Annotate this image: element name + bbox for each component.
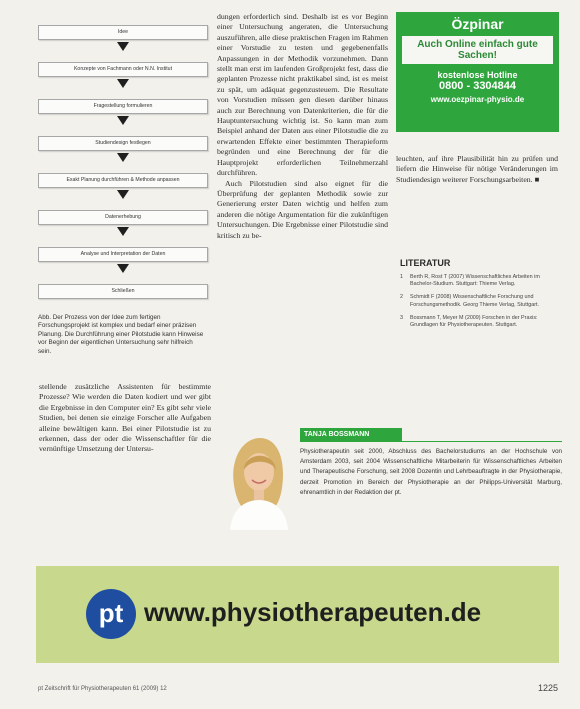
- flow-step-7: Analyse und Interpretation der Daten: [38, 247, 208, 262]
- paragraph-text: leuchten, auf ihre Plausibilität hin zu prüfen und liefern die Hinweise für nötige Veränderungen im Studiendesign weiterer Forschungsarbeiten.: [396, 154, 558, 184]
- ad-url[interactable]: www.oezpinar-physio.de: [430, 95, 525, 104]
- author-name-tag: TANJA BOSSMANN: [300, 428, 402, 441]
- literature-text: Berth R, Rost T (2007) Wissenschaftliches Arbeiten im Bachelor-Studium. Stuttgart: Thieme Verlag.: [410, 274, 540, 288]
- literature-item: [400, 315, 560, 329]
- paragraph: dungen erforderlich sind. Deshalb ist es vor Beginn einer Untersuchung angeraten, die Untersuchung auszuführen, alle diese praktischen Fragen im Rahmen einer Vorstudie zu testen und gegebenenfalls Anpassungen in der Methodik vorzunehmen. Dann stellt man erst im laufenden Großprojekt fest, dass die geplanten Prozesse nicht praktikabel sind, ist es meist zu spät, um adäquat gegenzusteuern. Die Resultate von Vorstudien müssen gen diesen darüber hinaus auch zur Berechnung von Datenkriterien, die für die Hauptuntersuchung wichtig ist. So kann man zum Beispiel anhand der Daten aus einer Pilotstudie die zu erwartenden Effekte einer bestimmten Therapieform begründen und eine Berechnung der für die Hauptprojekt erforderlichen Teilnehmerzahl durchführen.: [217, 12, 388, 178]
- paragraph: stellende zusätzliche Assistenten für bestimmte Prozesse? Wie werden die Daten kodiert und wer gibt die Ergebnisse in den Computer ein? Es gibt sehr viele Studien, bei denen sie einzige Forscher alle Aufgaben alleine bewältigen kann. Bei einer Pilotstudie ist zu erkennen, dass der oder die Wissenschaftler für die vernünftige Umsetzung der Untersu-: [39, 382, 211, 454]
- author-divider: [300, 441, 562, 442]
- banner-url[interactable]: www.physiotherapeuten.de: [144, 597, 482, 627]
- end-mark-icon: ■: [534, 174, 540, 184]
- paragraph: Auch Pilotstudien sind also eignet für die Überprüfung der geplanten Methodik sowie zur Generierung erster Daten wichtig und helfen zum anderen die nötige Argumentation für die zukünftigen Untersuchungen. Die Ergebnisse einer Pilotstudie sind kritisch zu be-: [217, 178, 388, 240]
- page-number: 1225: [538, 683, 559, 693]
- flow-arrow: [117, 116, 129, 125]
- ad-hotline-number: 0800 - 3304844: [438, 80, 517, 92]
- literature-number: 2: [400, 294, 403, 301]
- page-footer: pt Zeitschrift für Physiotherapeuten 61 (2009) 12: [38, 686, 167, 692]
- flow-arrow: [117, 79, 129, 88]
- literature-item: [400, 274, 560, 288]
- literature-number: 1: [400, 274, 403, 280]
- literature-text: Schmidt F (2008) Wissenschaftliche Forschung und Forschungsmethodik. Georg Thieme Verlag, Stuttgart.: [410, 294, 540, 308]
- article-column-right: [396, 154, 558, 185]
- literature-title: LITERATUR: [400, 258, 451, 268]
- literature-number: 3: [400, 314, 403, 321]
- oezpinar-advertisement[interactable]: [396, 12, 559, 132]
- literature-item: [400, 294, 560, 308]
- literature-text: Bossmann T, Meyer M (2009) Forschen in der Praxis: Grundlagen für Physiotherapeuten. Stuttgart.: [410, 314, 538, 329]
- author-photo: [224, 430, 292, 530]
- article-column-middle: [217, 12, 388, 241]
- flow-step-6: Datenerhebung: [38, 210, 208, 225]
- flow-arrow: [117, 153, 129, 162]
- process-flowchart: [38, 25, 206, 311]
- flow-step-3: Fragestellung formulieren: [38, 99, 208, 114]
- literature-list: [400, 274, 560, 335]
- flow-arrow: [117, 42, 129, 51]
- flow-arrow: [117, 190, 129, 199]
- flow-step-1: Idee: [38, 25, 208, 40]
- ad-tagline: Auch Online einfach gute Sachen!: [402, 36, 553, 64]
- flow-step-8: Schließen: [38, 284, 208, 299]
- ad-brand: Özpinar: [451, 16, 504, 32]
- author-bio: Physiotherapeutin seit 2000, Abschluss des Bachelorstudiums an der Hochschule von Amsterdam 2003, seit 2004 Wissenschaftliche Mitarbeiterin für Wissenschaftliches Arbeiten und Therapeutische Forschung, seit 2008 Dozentin und Lehrbeauftragte in der Physiotherapie, derzeit Promotion im Bereich der Physiotherapie an der Philipps-Universität Marburg, ehrenamtlich in der Redaktion der pt.: [300, 448, 562, 496]
- flow-step-4: Studiendesign festlegen: [38, 136, 208, 151]
- pt-logo: pt: [86, 589, 136, 639]
- flow-arrow: [117, 227, 129, 236]
- flow-step-5: Exakt Planung durchführen & Methode anpassen: [38, 173, 208, 188]
- paragraph: [396, 154, 558, 185]
- ad-hotline-label: kostenlose Hotline: [437, 70, 518, 80]
- flow-arrow: [117, 264, 129, 273]
- figure-caption: Abb. Der Prozess von der Idee zum fertigen Forschungsprojekt ist komplex und bedarf einer präzisen Planung. Die Durchführung einer Pilotstudie kann Hinweise vor Beginn der eigentlichen Untersuchung sehr hilfreich sein.: [38, 314, 204, 355]
- flow-step-2: Konzepte von Fachmann oder N.N. Institut: [38, 62, 208, 77]
- physiotherapeuten-banner[interactable]: [36, 566, 559, 663]
- article-column-left: [39, 382, 211, 455]
